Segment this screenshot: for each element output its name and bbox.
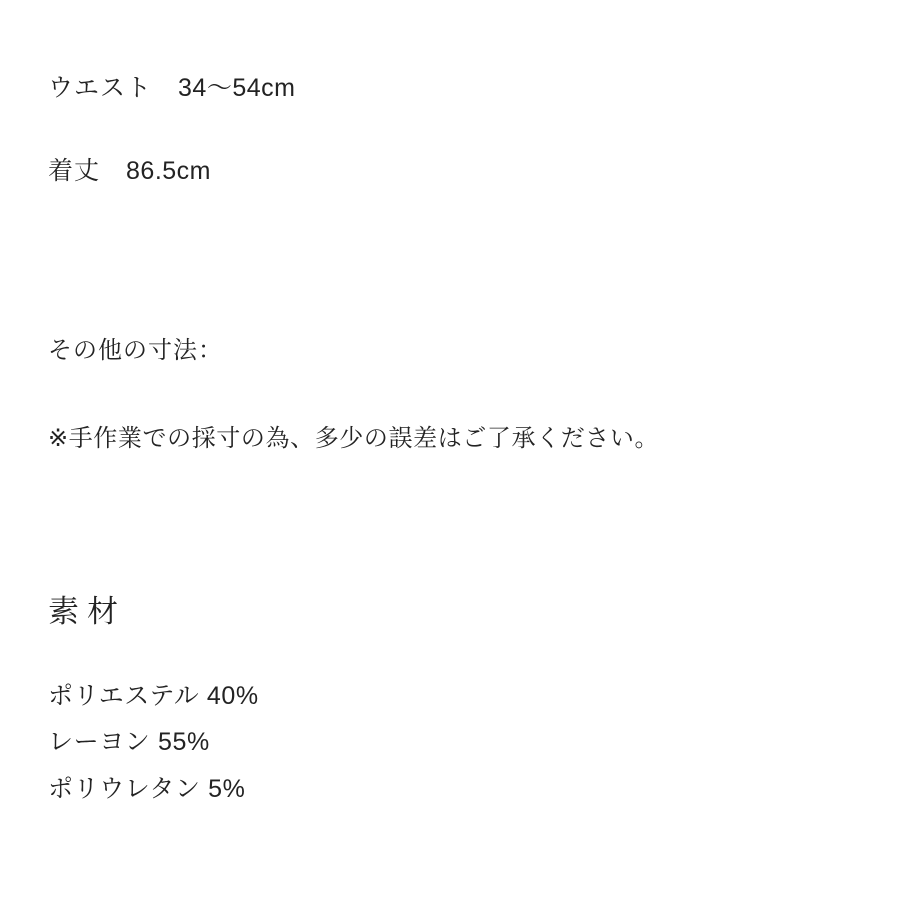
measurement-value-waist: 34〜54cm	[178, 74, 296, 102]
measurement-row-length	[48, 155, 852, 188]
measurement-disclaimer-note: ※手作業での採寸の為、多少の誤差はご了承ください。	[48, 425, 660, 452]
list-item: レーヨン 55%	[48, 728, 210, 757]
list-item: ポリウレタン 5%	[48, 774, 246, 803]
measurement-label-waist: ウエスト	[48, 74, 153, 102]
other-dimensions-title: その他の寸法：	[48, 337, 223, 364]
measurement-row-waist	[48, 72, 852, 105]
measurement-value-length: 86.5cm	[126, 156, 211, 185]
material-list	[48, 673, 852, 812]
measurement-label-length: 着丈	[48, 156, 101, 185]
list-item: ポリエステル 40%	[48, 682, 259, 710]
material-section-heading: 素材	[48, 594, 126, 629]
